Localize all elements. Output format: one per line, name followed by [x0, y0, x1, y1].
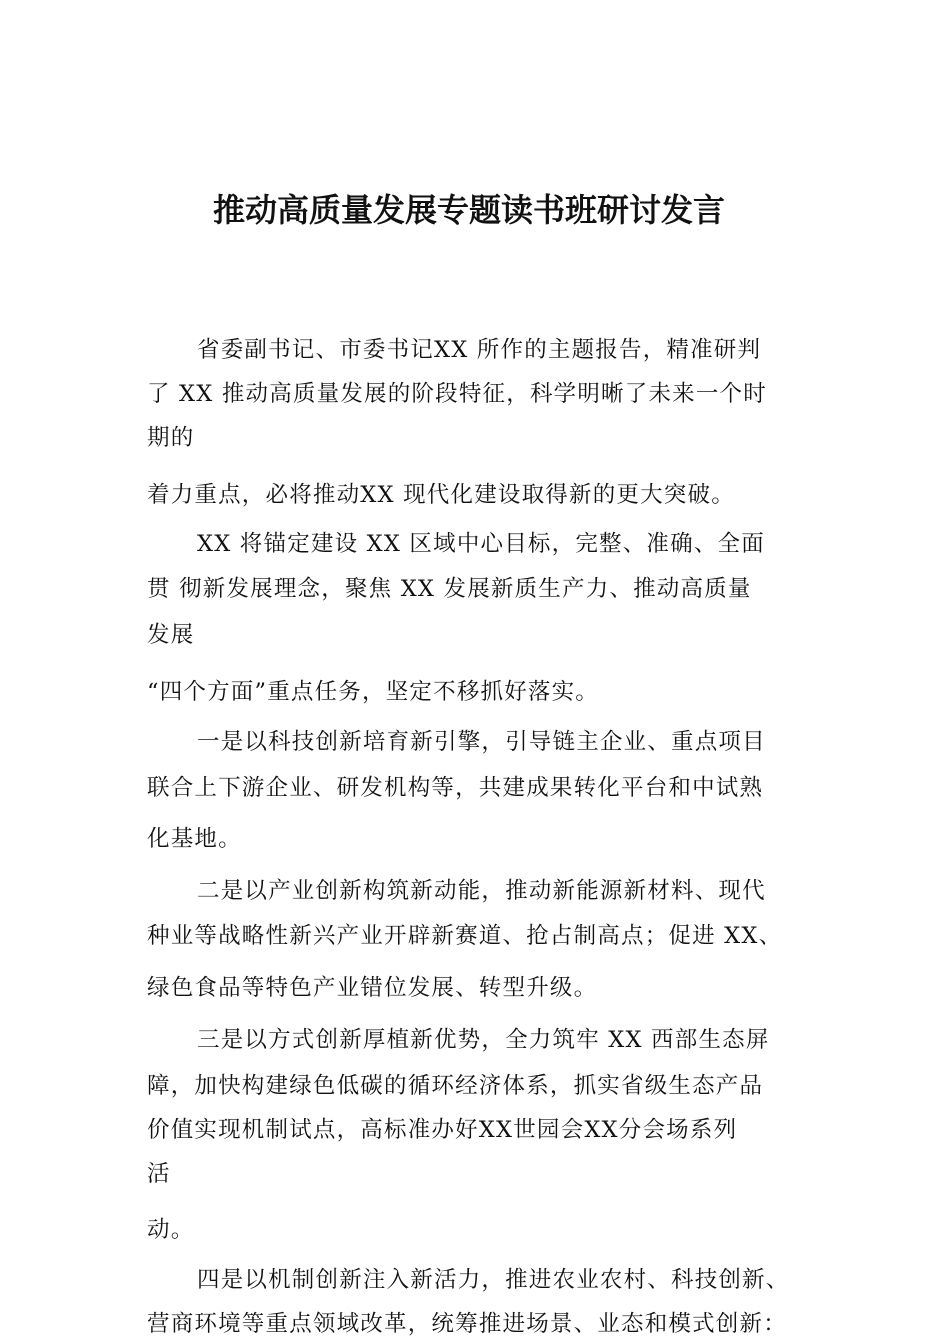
- text-line: 二是以产业创新构筑新动能，推动新能源新材料、现代: [197, 878, 766, 904]
- text-line: 省委副书记、市委书记XX 所作的主题报告，精准研判: [197, 337, 762, 363]
- text-line: 三是以方式创新厚植新优势，全力筑牢 XX 西部生态屏: [197, 1027, 770, 1053]
- text-line: 了 XX 推动高质量发展的阶段特征，科学明晰了未来一个时: [147, 381, 767, 407]
- text-line: 着力重点，必将推动XX 现代化建设取得新的更大突破。: [147, 482, 735, 508]
- text-line: 贯 彻新发展理念，聚焦 XX 发展新质生产力、推动高质量: [147, 576, 752, 602]
- text-line: 化基地。: [147, 826, 242, 852]
- text-line: 种业等战略性新兴产业开辟新赛道、抢占制高点；促进 XX、: [147, 923, 783, 949]
- text-line: 发展: [147, 622, 195, 648]
- text-line: 障，加快构建绿色低碳的循环经济体系，抓实省级生态产品: [147, 1073, 764, 1099]
- text-line: 绿色食品等特色产业错位发展、转型升级。: [147, 975, 598, 1001]
- text-line: XX 将锚定建设 XX 区域中心目标，完整、准确、全面: [197, 531, 765, 557]
- text-line: 联合上下游企业、研发机构等，共建成果转化平台和中试熟: [147, 775, 764, 801]
- text-line: 期的: [147, 425, 195, 451]
- text-line: 四是以机制创新注入新活力，推进农业农村、科技创新、: [197, 1267, 790, 1293]
- text-line: 活: [147, 1161, 171, 1187]
- text-line: “四个方面”重点任务，坚定不移抓好落实。: [147, 679, 600, 705]
- document-title: 推动高质量发展专题读书班研讨发言: [212, 191, 725, 229]
- text-line: 一是以科技创新培育新引擎，引导链主企业、重点项目: [197, 729, 766, 755]
- text-line: 价值实现机制试点，高标准办好XX世园会XX分会场系列: [147, 1117, 738, 1143]
- text-line: 营商环境等重点领域改革，统筹推进场景、业态和模式创新：: [147, 1311, 787, 1337]
- text-line: 动。: [147, 1217, 195, 1243]
